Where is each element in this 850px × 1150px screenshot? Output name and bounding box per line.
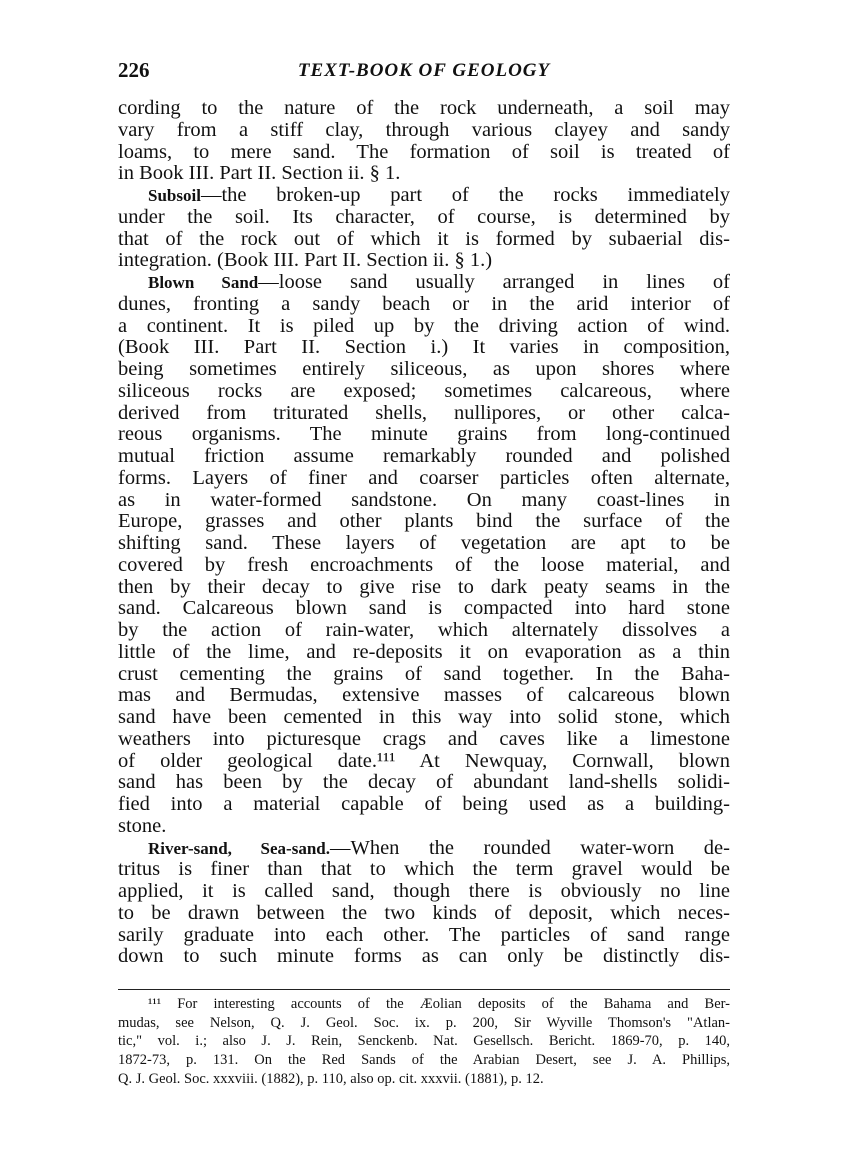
footnote-line: 1872-73, p. 131. On the Red Sands of the Arabian Desert, see J. A. Phillips,: [118, 1052, 730, 1069]
subsoil-first-line-text: —the broken-up part of the rocks immediately: [200, 184, 730, 206]
text-line: applied, it is called sand, though there is obviously no line: [118, 880, 730, 902]
footnote: [118, 995, 730, 1088]
text-line: weathers into picturesque crags and caves like a limestone: [118, 727, 730, 750]
text-line: vary from a stiff clay, through various clayey and sandy: [118, 118, 730, 141]
blown-sand-first-line-text: —loose sand usually arranged in lines of: [258, 271, 730, 293]
text-line: by the action of rain-water, which alternately dissolves a: [118, 619, 730, 641]
page-number: 226: [118, 58, 150, 82]
footnote-line: mudas, see Nelson, Q. J. Geol. Soc. ix. p. 200, Sir Wyville Thomson's "Atlan-: [118, 1014, 730, 1031]
subsoil-heading-line: [118, 185, 730, 207]
text-line: of older geological date.¹¹¹ At Newquay, Cornwall, blown: [118, 749, 730, 772]
page-header: [118, 58, 730, 88]
text-line: (Book III. Part II. Section i.) It varies in composition,: [118, 336, 730, 359]
text-line: sand have been cemented in this way into solid stone, which: [118, 706, 730, 728]
text-line: sarily graduate into each other. The particles of sand range: [118, 923, 730, 946]
text-line: tritus is finer than that to which the term gravel would be: [118, 858, 730, 881]
text-line: sand. Calcareous blown sand is compacted into hard stone: [118, 597, 730, 620]
text-line: integration. (Book III. Part II. Section ii. § 1.): [118, 249, 493, 272]
text-line: down to such minute forms as can only be distinctly dis-: [118, 945, 730, 968]
text-line: reous organisms. The minute grains from long-continued: [118, 423, 730, 446]
river-sand-first-line-text: —When the rounded water-worn de-: [329, 836, 730, 859]
text-line: stone.: [118, 814, 167, 837]
text-line: then by their decay to give rise to dark peaty seams in the: [118, 575, 730, 598]
text-line: a continent. It is piled up by the driving action of wind.: [118, 314, 730, 337]
text-line: Europe, grasses and other plants bind the surface of the: [118, 510, 730, 533]
text-line: cording to the nature of the rock underneath, a soil may: [118, 97, 730, 119]
text-line: being sometimes entirely siliceous, as upon shores where: [118, 358, 730, 380]
footnote-line: tic," vol. i.; also J. J. Rein, Senckenb. Nat. Gesellsch. Bericht. 1869-70, p. 140,: [118, 1033, 730, 1050]
subsoil-lead-term: Subsoil: [148, 186, 201, 205]
footnote-divider: [118, 989, 730, 990]
text-line: in Book III. Part II. Section ii. § 1.: [118, 162, 401, 185]
text-line: under the soil. Its character, of course, is determined by: [118, 205, 730, 228]
text-line: mutual friction assume remarkably rounded and polished: [118, 445, 730, 467]
running-title: TEXT-BOOK OF GEOLOGY: [297, 60, 551, 81]
text-line: shifting sand. These layers of vegetation are apt to be: [118, 532, 730, 554]
text-line: derived from triturated shells, nullipores, or other calca-: [118, 401, 730, 424]
text-line: mas and Bermudas, extensive masses of calcareous blown: [118, 684, 730, 707]
text-line: loams, to mere sand. The formation of soil is treated of: [118, 140, 730, 163]
text-line: as in water-formed sandstone. On many coast-lines in: [118, 488, 730, 511]
blown-sand-lead-term: Blown Sand: [148, 273, 259, 292]
river-sand-lead-term: River-sand, Sea-sand.: [148, 838, 330, 858]
text-line: fied into a material capable of being used as a building-: [118, 793, 730, 815]
text-line: that of the rock out of which it is formed by subaerial dis-: [118, 227, 730, 250]
text-line: forms. Layers of finer and coarser particles often alternate,: [118, 466, 730, 489]
footnote-line: Q. J. Geol. Soc. xxxviii. (1882), p. 110, also op. cit. xxxvii. (1881), p. 12.: [118, 1070, 544, 1087]
text-line: sand has been by the decay of abundant land-shells solidi-: [118, 771, 730, 794]
text-line: crust cementing the grains of sand together. In the Baha-: [118, 662, 730, 685]
text-line: covered by fresh encroachments of the loose material, and: [118, 553, 730, 576]
text-line: dunes, fronting a sandy beach or in the arid interior of: [118, 292, 730, 315]
body-text: [118, 98, 730, 968]
text-line: to be drawn between the two kinds of deposit, which neces-: [118, 901, 730, 924]
footnote-line: ¹¹¹ For interesting accounts of the Æolian deposits of the Bahama and Ber-: [148, 996, 730, 1012]
river-sand-heading-line: [118, 838, 730, 860]
text-line: little of the lime, and re-deposits it on evaporation as a thin: [118, 640, 730, 663]
blown-sand-heading-line: [118, 272, 730, 294]
text-line: siliceous rocks are exposed; sometimes calcareous, where: [118, 379, 730, 402]
